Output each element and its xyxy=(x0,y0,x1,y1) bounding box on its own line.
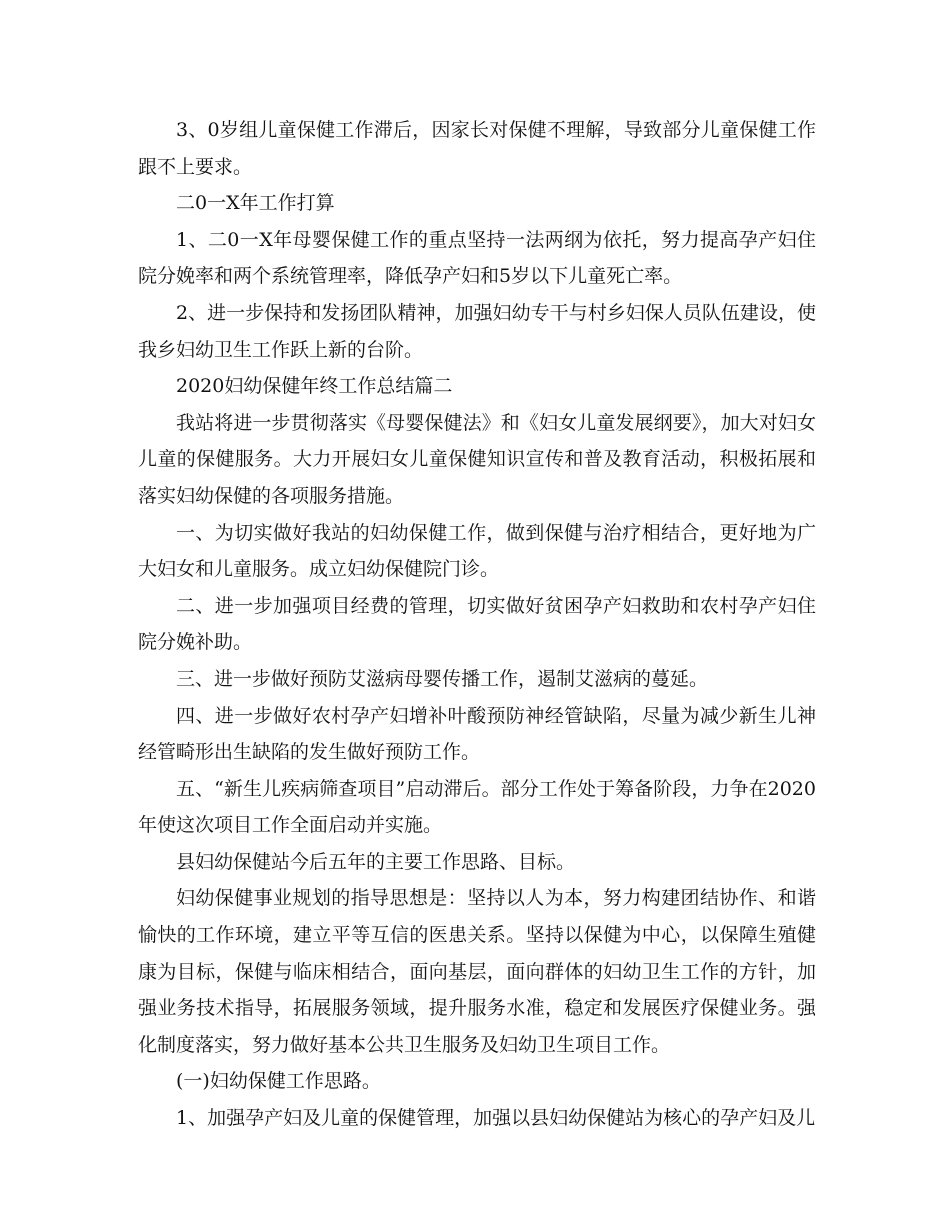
paragraph-9: 三、进一步做好预防艾滋病母婴传播工作，遏制艾滋病的蔓延。 xyxy=(176,667,709,690)
paragraph-1: 3、0岁组儿童保健工作滞后，因家长对保健不理解，导致部分儿童保健工作跟不上要求。 xyxy=(138,119,816,178)
paragraph-15: 1、加强孕产妇及儿童的保健管理，加强以县妇幼保健站为核心的孕产妇及儿 xyxy=(176,1107,816,1130)
document-body xyxy=(138,112,816,1137)
section-heading-plan: 二0一X年工作打算 xyxy=(176,192,335,215)
subheading-work-ideas: (一)妇幼保健工作思路。 xyxy=(176,1070,381,1093)
paragraph-10: 四、进一步做好农村孕产妇增补叶酸预防神经管缺陷，尽量为减少新生儿神经管畸形出生缺陷的发生做好预防工作。 xyxy=(138,704,816,764)
section-heading-five-year: 县妇幼保健站今后五年的主要工作思路、目标。 xyxy=(176,850,576,873)
paragraph-7: 一、为切实做好我站的妇幼保健工作，做到保健与治疗相结合，更好地为广大妇女和儿童服务。成立妇幼保健院门诊。 xyxy=(138,521,816,581)
paragraph-3: 1、二0一X年母婴保健工作的重点坚持一法两纲为依托，努力提高孕产妇住院分娩率和两个系统管理率，降低孕产妇和5岁以下儿童死亡率。 xyxy=(138,228,816,288)
paragraph-4: 2、进一步保持和发扬团队精神，加强妇幼专干与村乡妇保人员队伍建设，使我乡妇幼卫生工作跃上新的台阶。 xyxy=(138,301,816,361)
paragraph-11: 五、“新生儿疾病筛查项目”启动滞后。部分工作处于筹备阶段，力争在2020年使这次项目工作全面启动并实施。 xyxy=(138,777,816,837)
paragraph-6: 我站将进一步贯彻落实《母婴保健法》和《妇女儿童发展纲要》，加大对妇女儿童的保健服务。大力开展妇女儿童保健知识宣传和普及教育活动，积极拓展和落实妇幼保健的各项服务措施。 xyxy=(138,411,816,507)
section-heading-part-two: 2020妇幼保健年终工作总结篇二 xyxy=(176,375,453,398)
paragraph-8: 二、进一步加强项目经费的管理，切实做好贫困孕产妇救助和农村孕产妇住院分娩补助。 xyxy=(138,594,816,654)
paragraph-13: 妇幼保健事业规划的指导思想是：坚持以人为本，努力构建团结协作、和谐愉快的工作环境，建立平等互信的医患关系。坚持以保健为中心，以保障生殖健康为目标，保健与临床相结合，面向基层，面向群体的妇幼卫生工作的方针，加强业务技术指导，拓展服务领域，提升服务水准，稳定和发展医疗保健业务。强化制度落实，努力做好基本公共卫生服务及妇幼卫生项目工作。 xyxy=(138,887,816,1056)
